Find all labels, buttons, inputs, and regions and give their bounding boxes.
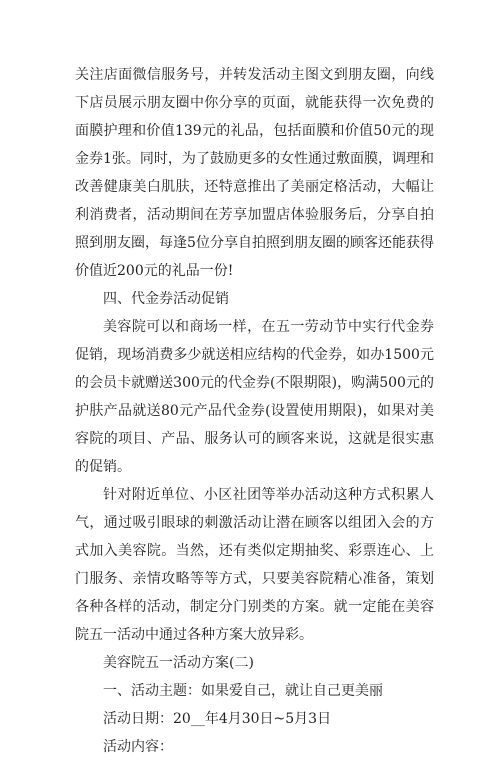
section-heading-voucher-promo: 四、代金券活动促销 [103,291,229,307]
plan-title: 美容院五一活动方案(二) [103,655,254,671]
activity-date: 活动日期：20__年4月30日~5月3日 [103,711,332,727]
activity-content-label: 活动内容： [103,739,173,755]
paragraph-voucher-promo: 美容院可以和商场一样，在五一劳动节中实行代金券促销，现场消费多少就送相应结构的代金券，如办1500元的会员卡就赠送300元的代金券(不限期限)，购满500元的护肤产品就送80元产品代金券(设置使用期限)，如果对美容院的项目、产品、服务认可的顾客来说，这就是很实惠的促销。 [75,319,434,475]
document-body [75,61,434,761]
paragraph-promo-details: 关注店面微信服务号，并转发活动主图文到朋友圈，向线下店员展示朋友圈中你分享的页面，就能获得一次免费的面膜护理和价值139元的礼品，包括面膜和价值50元的现金券1张。同时，为了鼓励更多的女性通过敷面膜，调理和改善健康美白肌肤，还特意推出了美丽定格活动，大幅让利消费者，活动期间在芳享加盟店体验服务后，分享自拍照到朋友圈，每逢5位分享自拍照到朋友圈的顾客还能获得价值近200元的礼品一份! [75,67,434,279]
paragraph-community-activities: 针对附近单位、小区社团等举办活动这种方式积累人气，通过吸引眼球的刺激活动让潜在顾客以组团入会的方式加入美容院。当然，还有类似定期抽奖、彩票连心、上门服务、亲情攻略等等方式，只要美容院精心准备，策划各种各样的活动，制定分门别类的方案。就一定能在美容院五一活动中通过各种方案大放异彩。 [75,487,434,643]
activity-theme: 一、活动主题：如果爱自己，就让自己更美丽 [103,683,383,699]
